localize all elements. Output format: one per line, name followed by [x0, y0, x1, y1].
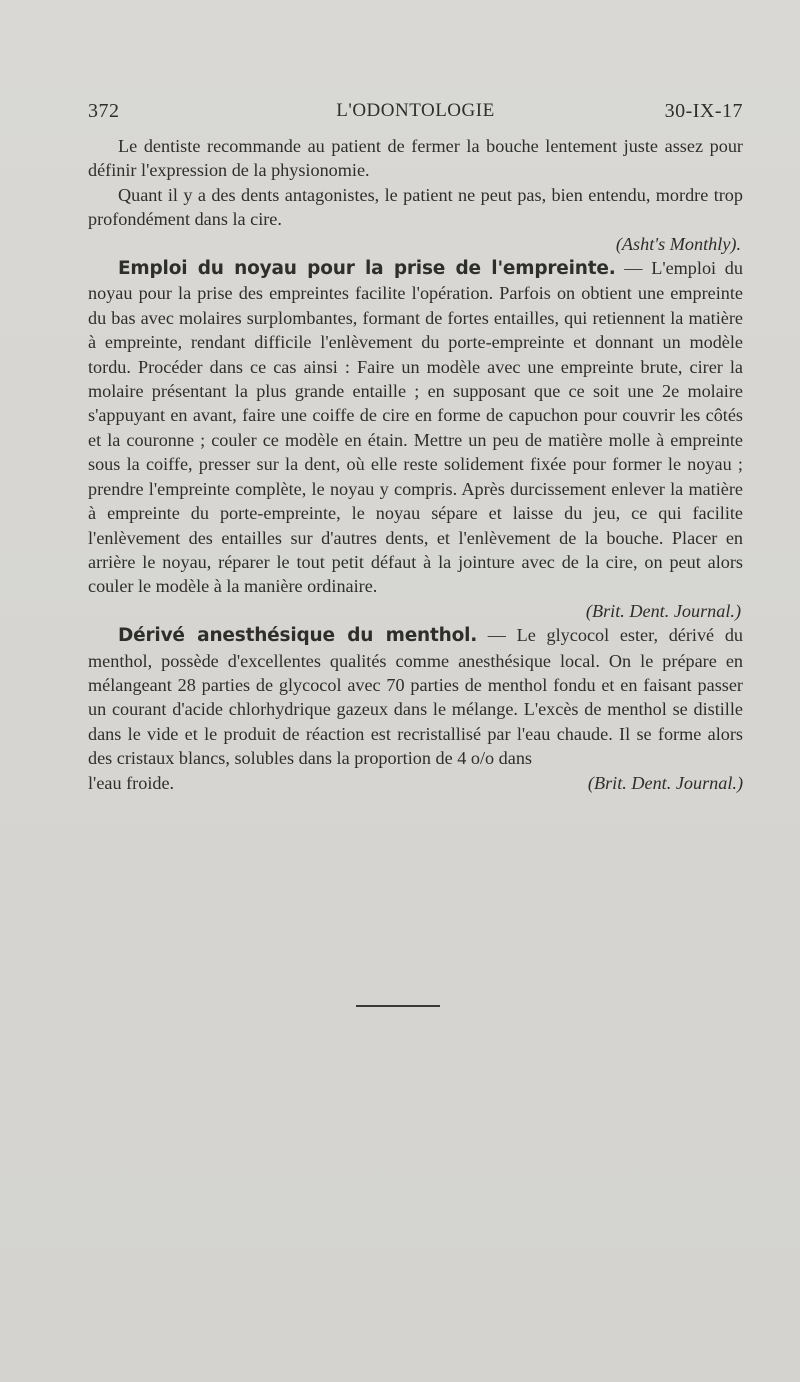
end-rule-divider — [356, 1005, 440, 1007]
section1-dash: — — [615, 258, 652, 279]
section2-dash: — — [477, 625, 517, 646]
intro-paragraph-2: Quant il y a des dents antagonistes, le patient ne peut pas, bien entendu, mordre trop profondément dans la cire. — [88, 184, 743, 230]
section-title-derive-menthol: Dérivé anesthésique du menthol. — [118, 625, 478, 647]
section-emploi-noyau — [88, 256, 743, 599]
page-number: 372 — [88, 100, 120, 122]
section2-text: Le glycocol ester, dérivé du menthol, possède d'excellentes qualités comme anesthésique local. On le prépare en mélangeant 28 parties de glycocol avec 70 parties de menthol fondu et en faisant passer un courant d'acide chlorhydrique gazeux dans le mélange. L'excès de menthol se distille dans le vide et le produit de réaction est recristallisé par l'eau chaude. Il se forme alors des cristaux blancs, solubles dans la proportion de 4 o/o dans — [88, 625, 744, 769]
running-header — [88, 100, 743, 124]
section-derive-menthol — [88, 623, 743, 770]
section1-text: L'emploi du noyau pour la prise des empreintes facilite l'opération. Parfois on obtient une empreinte du bas avec molaires surplombantes, formant de fortes entailles, qui retiennent la matière à empreinte, rendant difficile l'enlèvement du porte-empreinte et donnant un modèle tordu. Procéder dans ce cas ainsi : Faire un modèle avec une empreinte brute, cirer la molaire présentant la plus grande entaille ; en supposant que ce soit une 2e molaire s'appuyant en avant, faire une coiffe de cire en forme de capuchon pour couvrir les côtés et la couronne ; couler ce modèle en étain. Mettre un peu de matière molle à empreinte sous la coiffe, presser sur la dent, où elle reste solidement fixée pour former le noyau ; prendre l'empreinte complète, le noyau y compris. Après durcissement enlever la matière à empreinte du porte-empreinte, le noyau sépare et laisse du jeu, ce qui facilite l'enlèvement des entailles sur d'autres dents, et l'enlèvement de la bouche. Placer en arrière le noyau, réparer le tout petit défaut à la jointure avec de la cire, on peut alors couler le modèle à la manière ordinaire. — [88, 258, 743, 597]
section2-source: (Brit. Dent. Journal.) — [587, 772, 743, 793]
section-title-emploi-noyau: Emploi du noyau pour la prise de l'empreinte. — [118, 258, 616, 280]
section1-source: (Brit. Dent. Journal.) — [585, 600, 741, 621]
intro-source: (Asht's Monthly). — [615, 233, 741, 254]
article-body — [88, 134, 743, 795]
section2-last-words: l'eau froide. — [88, 772, 175, 793]
issue-date: 30-IX-17 — [664, 100, 743, 122]
journal-title: L'ODONTOLOGIE — [336, 100, 495, 121]
section2-last-line — [88, 771, 743, 795]
intro-paragraph-1: Le dentiste recommande au patient de fermer la bouche lentement juste assez pour définir l'expression de la physionomie. — [88, 136, 743, 181]
